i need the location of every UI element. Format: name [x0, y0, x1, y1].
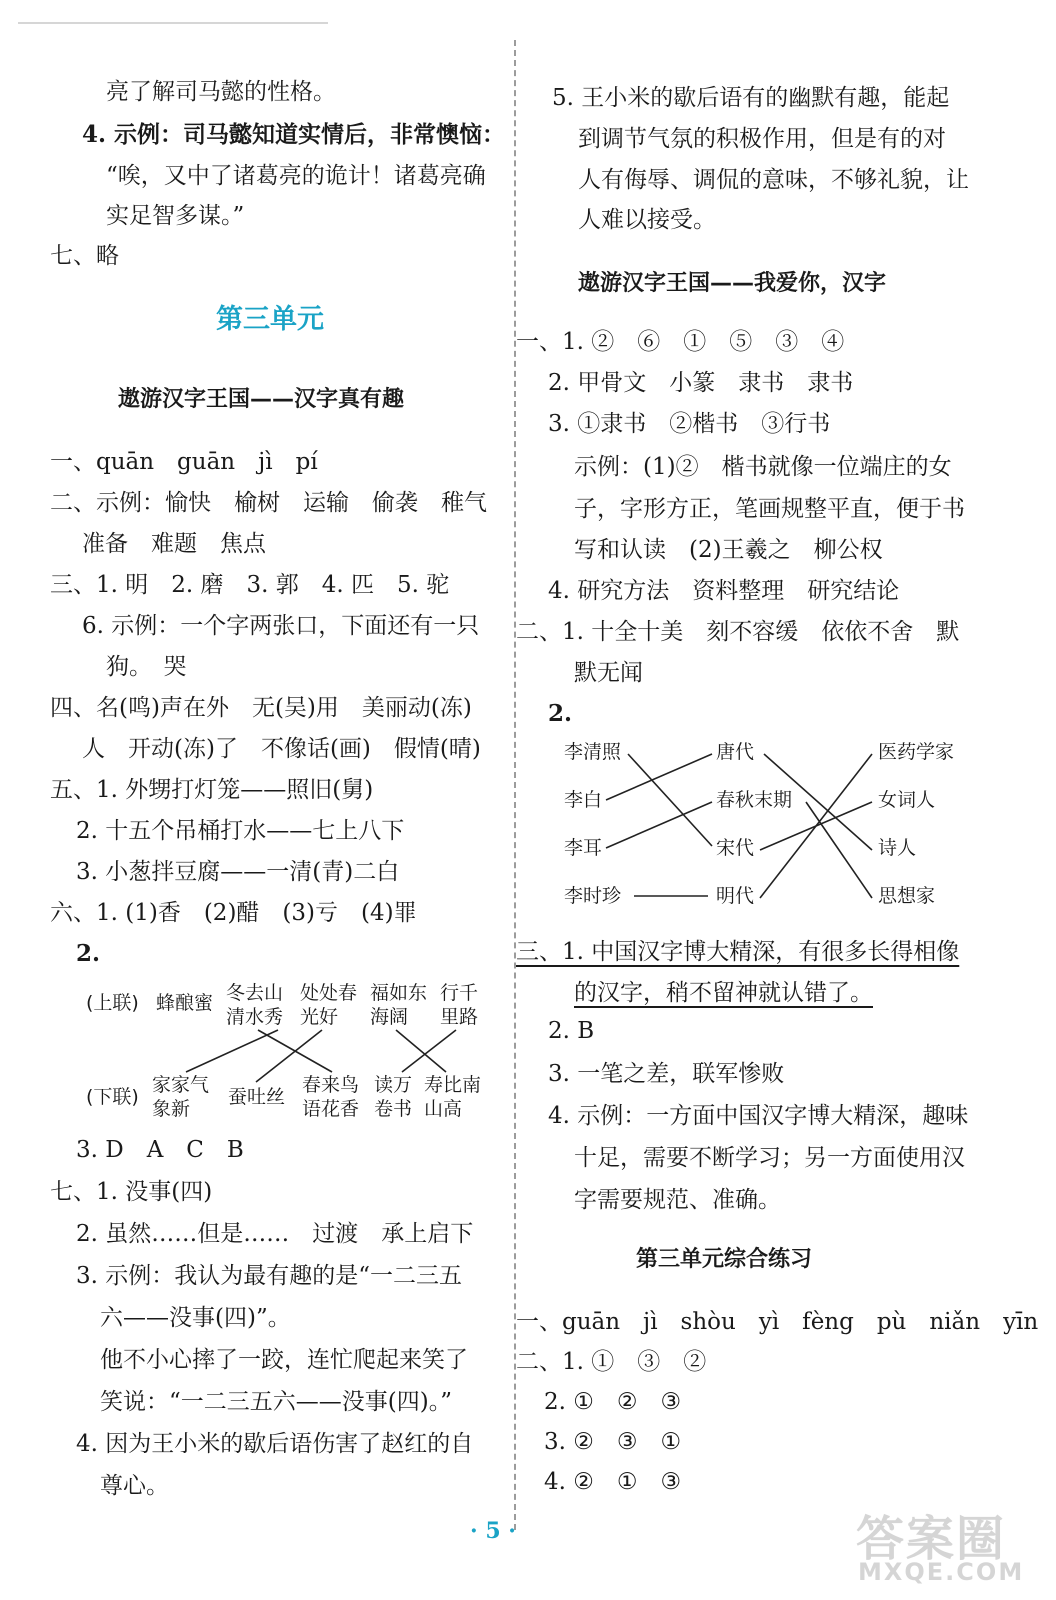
connector-line [606, 802, 712, 848]
couplet-item: 家家气 [152, 1074, 210, 1096]
couplet-item: 冬去山 [226, 982, 284, 1004]
connector-line [606, 754, 712, 800]
answer-line: 字需要规范、准确。 [574, 1187, 781, 1213]
answer-line: 5. 王小米的歇后语有的幽默有趣，能起 [552, 85, 950, 111]
page-number: · 5 · [470, 1518, 516, 1544]
answer-line: 二、1. 十全十美 刻不容缓 依依不舍 默 [516, 619, 960, 645]
answer-line: 一、guān jì shòu yì fèng pù niǎn yīn [516, 1309, 1039, 1335]
era-label: 明代 [716, 885, 755, 907]
answer-line: 默无闻 [574, 660, 643, 686]
answer-line: 四、名(鸣)声在外 无(吴)用 美丽动(冻) [50, 695, 472, 721]
unit-title: 第三单元 [216, 304, 324, 335]
role-label: 思想家 [878, 885, 936, 907]
couplet-item: 象新 [152, 1098, 191, 1120]
answer-line: 一、1. ② ⑥ ① ⑤ ③ ④ [516, 329, 845, 355]
answer-line: 七、略 [50, 243, 119, 269]
couplet-item: 语花香 [302, 1098, 360, 1120]
answer-line: 3. ①隶书 ②楷书 ③行书 [548, 411, 831, 437]
era-label: 宋代 [716, 837, 755, 859]
answer-line: 一、quān guān jì pí [50, 449, 318, 475]
couplet-item: 山高 [424, 1098, 463, 1120]
watermark-url: MXQE.COM [858, 1558, 1025, 1586]
connector-line [760, 754, 872, 898]
answer-line: 二、1. ① ③ ② [516, 1349, 707, 1375]
section-title: 第三单元综合练习 [636, 1247, 813, 1272]
couplet-item: 读万 [374, 1074, 413, 1096]
answer-line [574, 977, 873, 1009]
lower-couplet-label: (下联) [86, 1086, 139, 1108]
connector-line [402, 1030, 456, 1072]
upper-couplet-label: (上联) [86, 992, 139, 1014]
couplet-item: 蜂酿蜜 [156, 992, 214, 1014]
answer-line: 示例：(1)② 楷书就像一位端庄的女 [574, 454, 952, 480]
answer-line: 3. 小葱拌豆腐——一清(青)二白 [76, 859, 400, 885]
section-title: 遨游汉字王国——我爱你，汉字 [578, 271, 887, 296]
era-label: 春秋末期 [716, 789, 793, 811]
person-label: 李时珍 [564, 885, 622, 907]
answer-line: 2. [76, 940, 101, 967]
connector-line [256, 1030, 322, 1082]
answer-line: 3. 示例：我认为最有趣的是“一二三五 [76, 1263, 463, 1289]
couplet-item: 行千 [440, 982, 479, 1004]
answer-line: 2. 十五个吊桶打水——七上八下 [76, 818, 405, 844]
answer-line: 4. ② ① ③ [544, 1469, 682, 1495]
underlined-answer: 三、1. 中国汉字博大精深，有很多长得相像 [516, 939, 960, 965]
answer-line: 4. 研究方法 资料整理 研究结论 [548, 578, 900, 604]
underlined-answer: 的汉字，稍不留神就认错了。 [574, 980, 873, 1006]
answer-line: 十足，需要不断学习；另一方面使用汉 [574, 1145, 965, 1171]
answer-line: 3. 一笔之差，联军惨败 [548, 1061, 785, 1087]
answer-line: 六——没事(四)”。 [100, 1305, 291, 1331]
answer-line: 亮了解司马懿的性格。 [106, 79, 336, 105]
couplet-item: 处处春 [300, 982, 358, 1004]
answer-line: 写和认读 (2)王羲之 柳公权 [574, 537, 883, 563]
answer-line: 二、示例：愉快 榆树 运输 偷袭 稚气 [50, 490, 487, 516]
answer-line: 子，字形方正，笔画规整平直，便于书 [574, 496, 965, 522]
role-label: 诗人 [878, 837, 917, 859]
answer-line: 3. D A C B [76, 1137, 244, 1163]
couplet-item: 卷书 [374, 1098, 413, 1120]
answer-line: “唉，又中了诸葛亮的诡计！诸葛亮确 [106, 163, 486, 189]
role-label: 女词人 [878, 789, 936, 811]
answer-line: 七、1. 没事(四) [50, 1179, 213, 1205]
answer-line [516, 936, 959, 968]
connector-line [764, 754, 872, 850]
couplet-item: 里路 [440, 1006, 479, 1028]
answer-line: 4. 示例：司马懿知道实情后，非常懊恼： [82, 121, 506, 148]
answer-line: 2. 虽然……但是…… 过渡 承上启下 [76, 1221, 474, 1247]
person-label: 李清照 [564, 741, 622, 763]
answer-line: 三、1. 明 2. 磨 3. 郭 4. 匹 5. 驼 [50, 572, 450, 598]
answer-line: 3. ② ③ ① [544, 1429, 682, 1455]
answer-line: 2. 甲骨文 小篆 隶书 隶书 [548, 370, 854, 396]
role-label: 医药学家 [878, 741, 955, 763]
answer-line: 人难以接受。 [578, 207, 716, 233]
person-label: 李白 [564, 789, 603, 811]
answer-line: 4. 示例：一方面中国汉字博大精深，趣味 [548, 1103, 969, 1129]
watermark-logo-text: 答案圈 [856, 1511, 1007, 1567]
watermark [836, 1500, 1040, 1592]
answer-line: 六、1. (1)香 (2)醋 (3)亏 (4)罪 [50, 900, 417, 926]
couplet-item: 春来鸟 [302, 1074, 360, 1096]
answer-line: 人 开动(冻)了 不像话(画) 假情(晴) [82, 736, 481, 762]
couplet-item: 福如东 [370, 982, 428, 1004]
answer-line: 4. 因为王小米的歇后语伤害了赵红的自 [76, 1431, 474, 1457]
couplet-item: 海阔 [370, 1006, 409, 1028]
person-label: 李耳 [564, 837, 603, 859]
answer-line: 狗。 哭 [106, 654, 187, 680]
answer-line: 2. [548, 700, 573, 727]
answer-line: 笑说：“一二三五六——没事(四)。” [100, 1389, 452, 1415]
connector-line [396, 1030, 446, 1072]
couplet-item: 寿比南 [424, 1074, 482, 1096]
connector-line [186, 1030, 278, 1072]
answer-line: 到调节气氛的积极作用，但是有的对 [578, 126, 946, 152]
couplet-item: 光好 [300, 1006, 339, 1028]
answer-line: 6. 示例：一个字两张口，下面还有一只 [82, 613, 480, 639]
answer-line: 2. B [548, 1018, 595, 1044]
answer-line: 五、1. 外甥打灯笼——照旧(舅) [50, 777, 374, 803]
couplet-item: 蚕吐丝 [228, 1086, 286, 1108]
answer-line: 2. ① ② ③ [544, 1389, 682, 1415]
answer-line: 尊心。 [100, 1473, 169, 1499]
answer-line: 人有侮辱、调侃的意味，不够礼貌，让 [578, 167, 969, 193]
answer-line: 实足智多谋。” [106, 203, 245, 229]
answer-line: 他不小心摔了一跤，连忙爬起来笑了 [100, 1347, 468, 1373]
couplet-item: 清水秀 [226, 1006, 284, 1028]
section-title: 遨游汉字王国——汉字真有趣 [118, 387, 405, 412]
era-label: 唐代 [716, 741, 755, 763]
answer-line: 准备 难题 焦点 [82, 531, 266, 557]
